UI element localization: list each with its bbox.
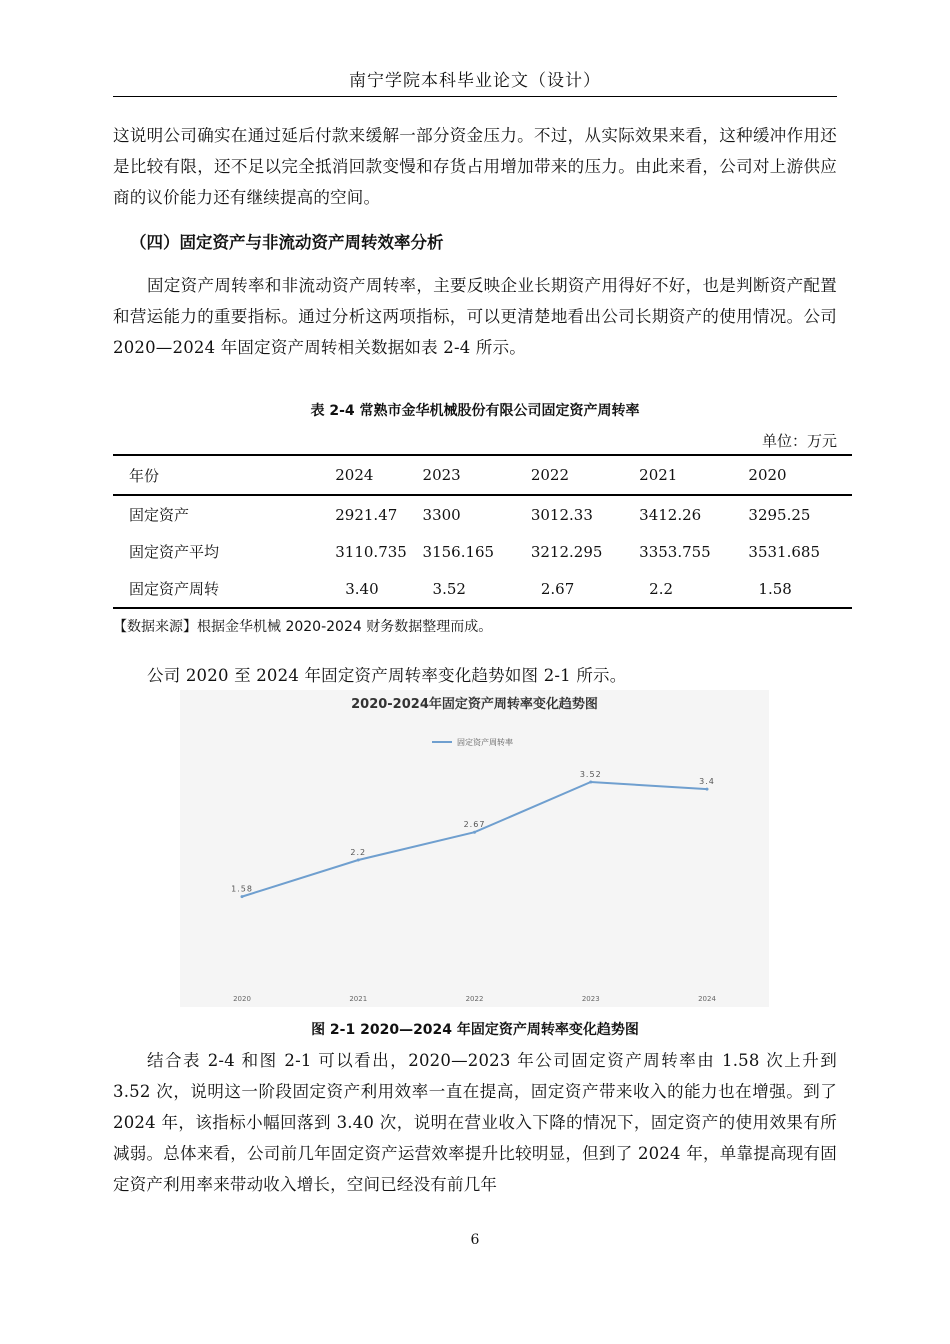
page-number: 6 [470,1232,480,1248]
data-label: 1.58 [231,884,253,894]
data-label: 2.2 [350,848,367,857]
page-header: 南宁学院本科毕业论文（设计） [349,71,601,91]
series-line [242,782,707,897]
table-row [113,533,852,570]
unit-label: 单位：万元 [761,432,837,450]
x-tick-label: 2022 [465,995,484,1003]
table-header-cell: 2021 [639,466,678,484]
table-cell: 3012.33 [530,505,593,524]
table-cell: 3212.295 [530,542,603,561]
data-label: 3.4 [699,777,715,787]
x-tick-label: 2024 [698,995,716,1003]
data-point [357,859,360,862]
figure-caption: 图 2-1 2020—2024 年固定资产周转率变化趋势图 [311,1022,639,1038]
table-header-cell: 2020 [748,466,787,484]
data-point [589,781,592,784]
table-cell: 3110.735 [335,542,407,561]
table-cell: 3412.26 [639,505,702,524]
table-cell: 2.67 [540,579,575,598]
x-tick-label: 2020 [233,995,251,1003]
table-cell: 3156.165 [422,542,495,561]
data-point [473,831,476,834]
table-cell: 3300 [422,505,461,524]
legend-label: 固定资产周转率 [457,738,513,747]
table-cell: 固定资产 [129,506,190,524]
data-point [706,788,709,791]
paragraph-4: 结合表 2-4 和图 2-1 可以看出，2020—2023 年公司固定资产周转率由 1.58 次上升到 3.52 次，说明这一阶段固定资产利用效率一直在提高，固定资产带来收入的能力也在增强。到了 2024 年，该指标小幅回落到 3.40 次，说明在营业收入下降的情况下，固定资产的使用效果有所减弱。总体来看，公司前几年固定资产运营效率提升比较明显，但到了 2024 年，单靠提高现有固定资产利用率来带动收入增长，空间已经没有前几年 [113,1051,837,1194]
table-cell: 1.58 [758,579,792,598]
paragraph-3: 公司 2020 至 2024 年固定资产周转率变化趋势如图 2-1 所示。 [147,666,627,685]
line-chart [180,690,769,1007]
table-header-cell: 2022 [530,466,570,484]
table-header-cell: 年份 [129,466,160,485]
table-cell: 2921.47 [335,505,398,524]
table-row [113,570,852,608]
x-tick-label: 2021 [349,995,368,1003]
table-cell: 3531.685 [748,542,820,561]
data-label: 3.52 [579,770,602,779]
table-cell: 3353.755 [639,542,711,561]
paragraph-2: 固定资产周转率和非流动资产周转率，主要反映企业长期资产用得好不好，也是判断资产配置和营运能力的重要指标。通过分析这两项指标，可以更清楚地看出公司长期资产的使用情况。公司 2020—2024 年固定资产周转相关数据如表 2-4 所示。 [113,276,837,357]
table-header-cell: 2023 [422,466,461,484]
table-cell: 3.52 [432,579,466,598]
table-caption: 表 2-4 常熟市金华机械股份有限公司固定资产周转率 [310,403,640,419]
table-cell: 2.2 [649,579,674,598]
data-label: 2.67 [463,820,486,830]
section-heading: （四）固定资产与非流动资产周转效率分析 [130,233,444,252]
table-cell: 3.40 [345,579,379,598]
table-header-cell: 2024 [335,466,374,484]
paragraph-1: 这说明公司确实在通过延后付款来缓解一部分资金压力。不过，从实际效果来看，这种缓冲作用还是比较有限，还不足以完全抵消回款变慢和存货占用增加带来的压力。由此来看，公司对上游供应商的议价能力还有继续提高的空间。 [113,126,837,207]
table-cell: 3295.25 [748,505,811,524]
chart-title: 2020-2024年固定资产周转率变化趋势图 [351,697,598,712]
data-table [113,454,852,609]
table-cell: 固定资产平均 [129,543,220,561]
table-cell: 固定资产周转 [129,580,220,598]
chart-svg [180,690,769,1007]
table-header-row [113,455,852,495]
x-tick-label: 2023 [581,995,600,1003]
header-rule [113,96,837,97]
source-note: 【数据来源】根据金华机械 2020-2024 财务数据整理而成。 [113,619,493,635]
table-row [113,495,852,533]
data-point [241,895,244,898]
